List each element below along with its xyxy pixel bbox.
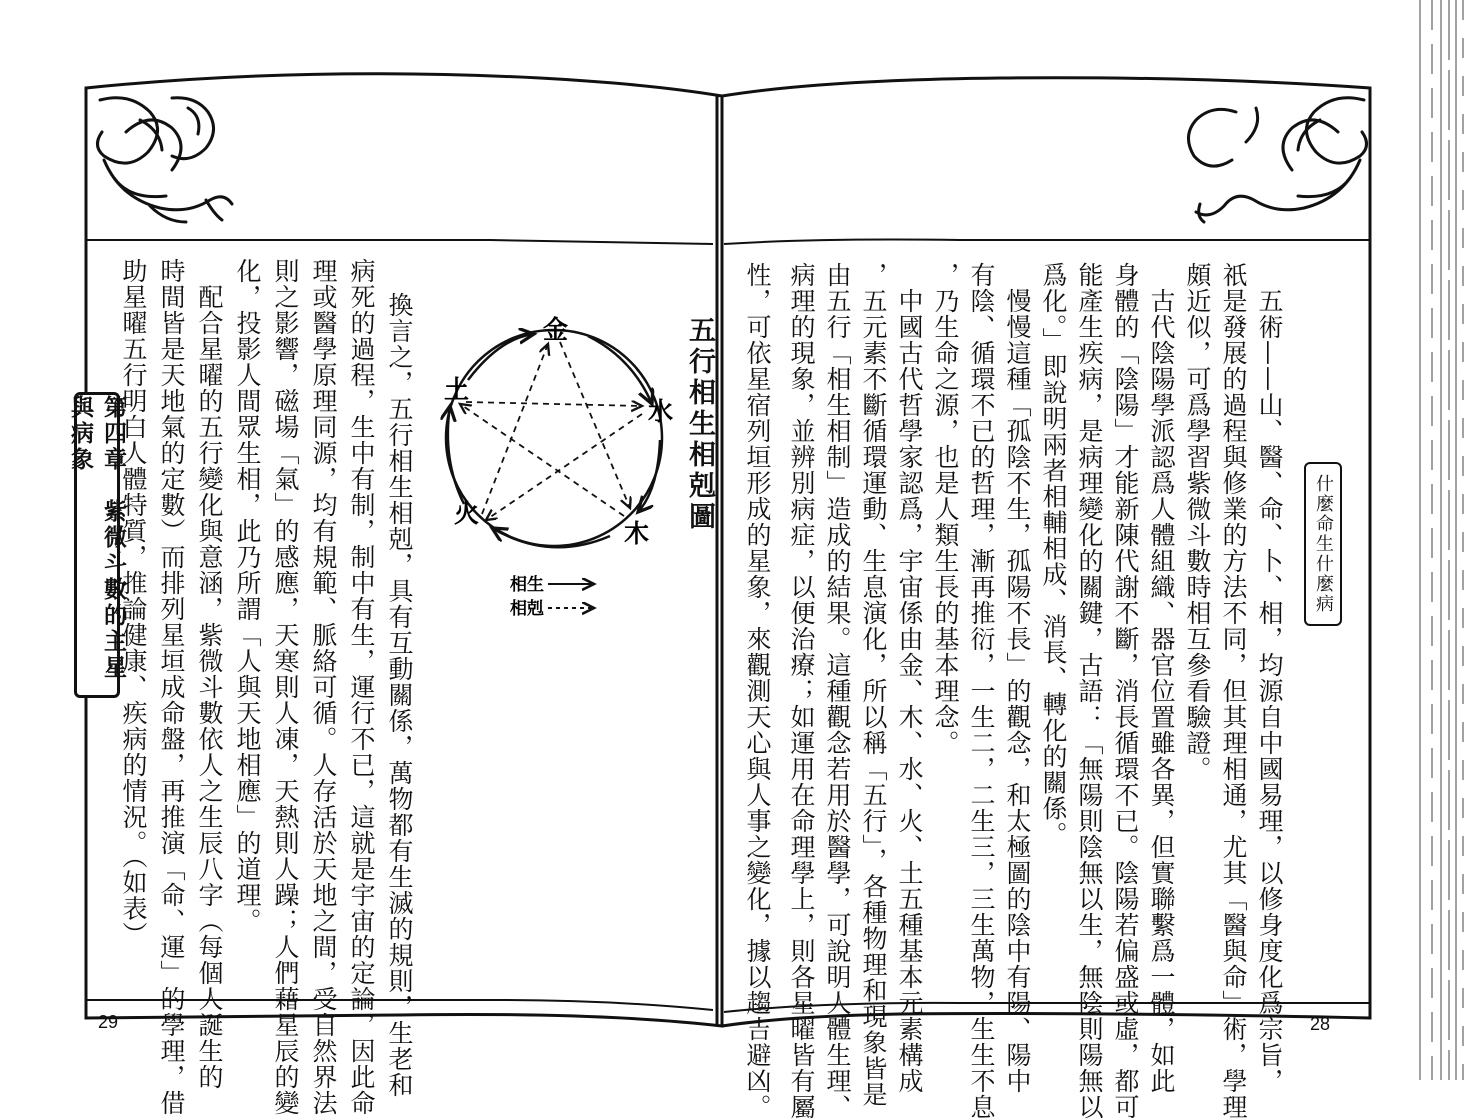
chapter-tab-left-text: 第四章 紫微斗數的主星與病象 — [67, 395, 126, 681]
restrain-arrow-earth-water — [466, 402, 642, 406]
restrain-arrow-wood-earth — [460, 404, 624, 516]
legend-restrain-label: 相剋 — [510, 599, 544, 619]
right-text-column-11: 中國古代哲學家認爲，宇宙係由金、木、水、火、土五種基本元素構成 — [895, 262, 924, 1094]
element-metal: 金 — [543, 315, 569, 344]
generate-arrow-metal-water — [588, 336, 652, 404]
right-corner-flourish — [1188, 98, 1366, 222]
left-text-column-8: 助星曜五行明白人體特質，推論健康、疾病的情況。（如表） — [119, 258, 148, 948]
right-text-column-14: 病理的現象，並辨別病症，以便治療；如運用在命理學上，則各星曜皆有屬 — [787, 262, 816, 1120]
chapter-tab-left — [67, 392, 126, 698]
left-text-column-7: 時間皆是天地氣的定數）而排列星垣成命盤，再推演「命、運」的學理，借 — [157, 258, 186, 1116]
diagram-title: 五行相生相剋圖 — [684, 316, 715, 533]
restrain-arrow-water-fire — [486, 414, 642, 520]
left-corner-flourish — [97, 98, 232, 222]
left-text-column-5: 化，投影人間眾生相，此乃所謂「人與天地相應」的道理。 — [233, 258, 262, 934]
restrain-arrow-fire-metal — [482, 344, 548, 514]
left-text-column-6: 配合星曜的五行變化與意涵，紫微斗數依人之生辰八字（每個人誕生的 — [195, 258, 224, 1090]
left-page-number: 29 — [98, 1012, 119, 1032]
element-earth: 土 — [444, 375, 470, 404]
right-text-column-5: 身體的「陰陽」才能新陳代謝不斷，消長循環不已。陰陽若偏盛或虛，都可 — [1111, 262, 1140, 1120]
left-text-column-4: 則之影響，磁場「氣」的感應，天寒則人凍，天熱則人躁；人們藉星辰的變 — [271, 258, 300, 1116]
right-text-column-3: 頗近似，可爲學習紫微斗數時相互參看驗證。 — [1183, 262, 1212, 782]
right-page-number: 28 — [1310, 1014, 1331, 1034]
right-header-rule — [724, 240, 1370, 245]
right-text-column-13: 由五行「相生相制」造成的結果。這種觀念若用於醫學，可說明人體生理、 — [823, 262, 852, 1120]
right-text-column-8: 慢慢這種「孤陰不生，孤陽不長」的觀念，和太極圖的陰中有陽、陽中 — [1003, 262, 1032, 1094]
right-text-column-7: 爲化。」即說明兩者相輔相成、消長、轉化的關係。 — [1039, 262, 1068, 848]
scan-edge-stripes — [1420, 0, 1463, 1080]
right-text-column-12: ，五元素不斷循環運動、生息演化，所以稱「五行」，各種物理和現象皆是 — [859, 262, 888, 1108]
right-text-column-2: 祇是發展的過程與修業的方法不同，但其理相通，尤其「醫與命」術，學理 — [1219, 262, 1248, 1120]
legend-generate-label: 相生 — [510, 575, 544, 595]
left-text-column-3: 理或醫學原理同源，均有規範、脈絡可循。人存活於天地之間，受自然界法 — [309, 258, 338, 1116]
element-wood: 木 — [624, 519, 650, 548]
right-text-column-9: 有陰、循環不已的哲理，漸再推衍，一生二，二生三，三生萬物，生生不息 — [967, 262, 996, 1120]
chapter-tab-right — [1304, 462, 1342, 626]
right-text-column-15: 性，可依星宿列垣形成的星象，來觀測天心與人事之變化，據以趨吉避凶。 — [743, 262, 772, 1120]
generate-arrow-fire-earth — [448, 406, 464, 504]
restrain-arrow-metal-wood — [560, 342, 630, 508]
right-text-column-4: 古代陰陽學派認爲人體組織、器官位置雖各異，但實聯繫爲一體，如此 — [1147, 262, 1176, 1094]
generate-arrow-earth-metal — [468, 334, 534, 380]
right-text-column-6: 能產生疾病，是病理變化的關鍵，古語：「無陽則陰無以生，無陰則陽無以 — [1075, 262, 1104, 1120]
element-water: 水 — [648, 397, 674, 426]
generate-arrow-wood-fire — [492, 528, 610, 547]
right-text-column-1: 五術——山、醫、命、卜、相，均源自中國易理，以修身度化爲宗旨， — [1255, 262, 1284, 1094]
five-elements-diagram — [420, 300, 680, 630]
left-header-rule — [86, 240, 713, 244]
left-text-column-2: 病死的過程，生中有制，制中有生，運行不已，這就是宇宙的定論，因此命 — [347, 258, 376, 1116]
left-text-column-1: 換言之，五行相生相剋，具有互動關係，萬物都有生滅的規則，生老和 — [385, 292, 414, 1098]
chapter-tab-right-text: 什麼命生什麼病 — [1313, 474, 1334, 614]
right-text-column-10: ，乃生命之源，也是人類生長的基本理念。 — [931, 262, 960, 756]
element-fire: 火 — [454, 499, 480, 528]
